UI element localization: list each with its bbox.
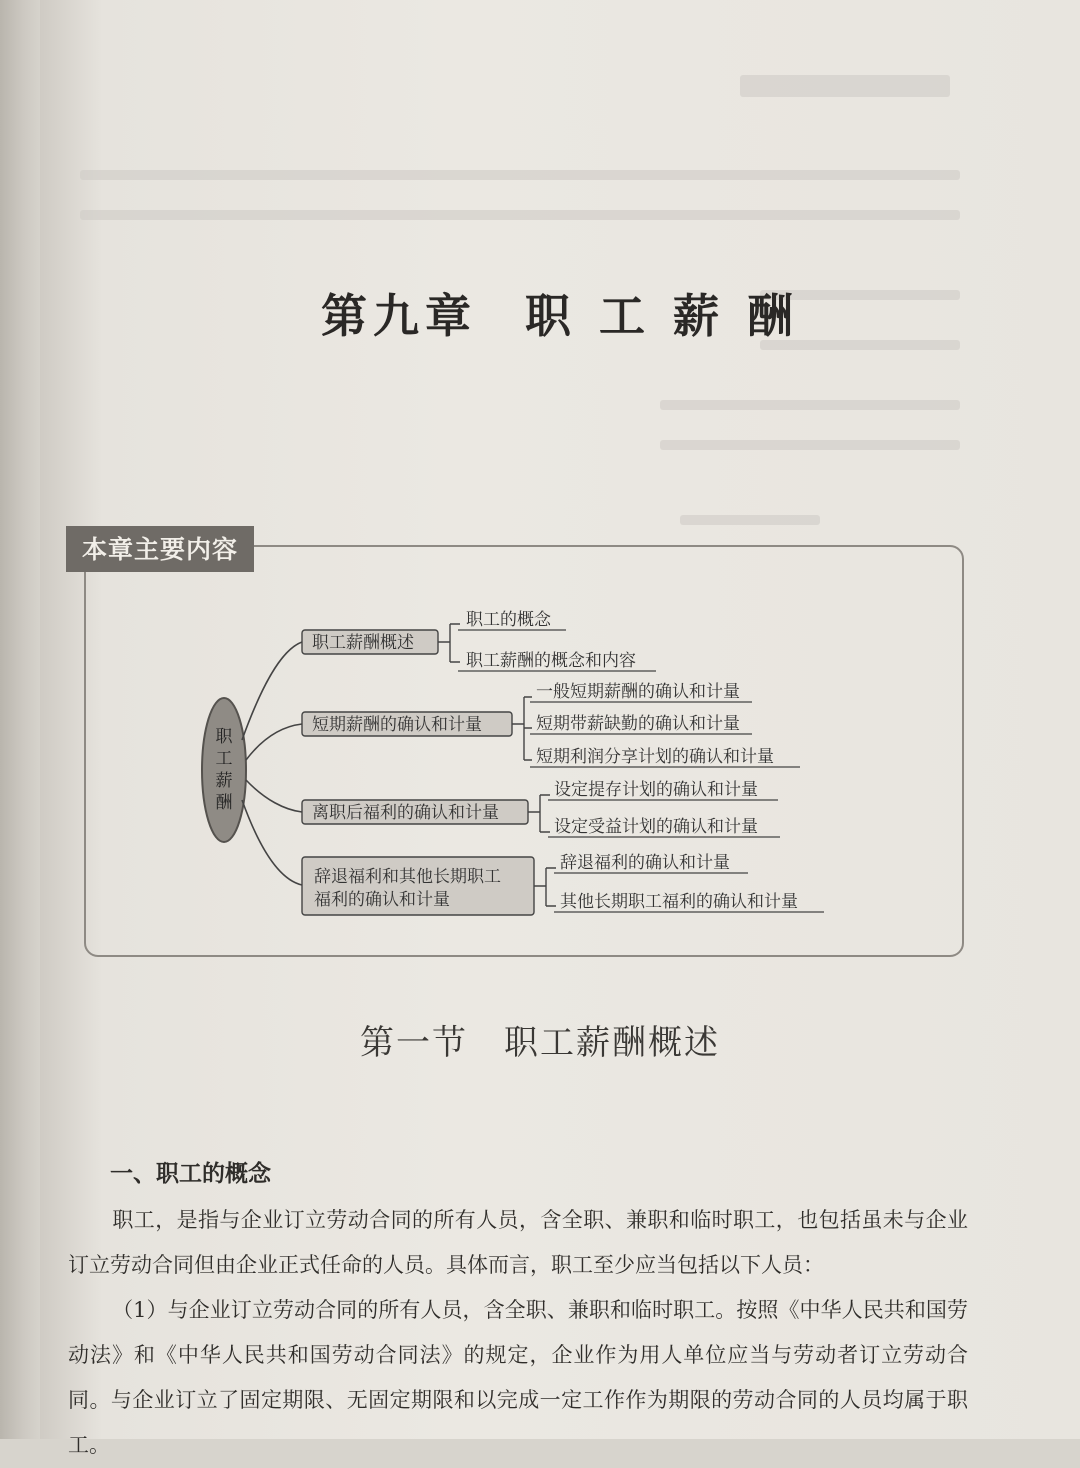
branch-3-item-2: 设定受益计划的确认和计量 bbox=[554, 817, 758, 837]
mindmap-connector bbox=[246, 780, 302, 812]
paragraph-2-text: （1）与企业订立劳动合同的所有人员，含全职、兼职和临时职工。按照《中华人民共和国劳动法》和《中华人民共和国劳动合同法》的规定，企业作为用人单位应当与劳动者订立劳动合同。与企业订立了固定期限、无固定期限和以完成一定工作作为期限的劳动合同的人员均属于职工。 bbox=[68, 1298, 968, 1457]
mindmap-root-char-2: 工 bbox=[215, 749, 233, 769]
branch-4-item-1: 辞退福利的确认和计量 bbox=[560, 853, 730, 873]
mindmap-bracket bbox=[512, 697, 532, 760]
branch-4-title-line2: 福利的确认和计量 bbox=[314, 890, 450, 910]
section-number: 第一节 bbox=[360, 1023, 468, 1063]
branch-2-title: 短期薪酬的确认和计量 bbox=[312, 715, 482, 735]
branch-2-item-1: 一般短期薪酬的确认和计量 bbox=[536, 682, 740, 702]
branch-1-title: 职工薪酬概述 bbox=[312, 633, 414, 653]
sub-heading: 一、职工的概念 bbox=[110, 1161, 271, 1187]
branch-1-item-2: 职工薪酬的概念和内容 bbox=[466, 651, 636, 671]
branch-1-item-1: 职工的概念 bbox=[466, 610, 551, 630]
branch-4-item-2: 其他长期职工福利的确认和计量 bbox=[560, 892, 798, 912]
body-paragraph-1 bbox=[68, 1198, 968, 1288]
mindmap-connector bbox=[242, 800, 302, 885]
branch-3-title: 离职后福利的确认和计量 bbox=[312, 803, 499, 823]
book-spine-shadow bbox=[0, 0, 40, 1439]
paragraph-1-text: 职工，是指与企业订立劳动合同的所有人员，含全职、兼职和临时职工，也包括虽未与企业订立劳动合同但由企业正式任命的人员。具体而言，职工至少应当包括以下人员： bbox=[68, 1208, 968, 1277]
mindmap-bracket bbox=[528, 795, 550, 832]
mindmap-root-char-3: 薪 bbox=[215, 771, 233, 791]
body-paragraph-2 bbox=[68, 1288, 968, 1468]
branch-2-item-2: 短期带薪缺勤的确认和计量 bbox=[536, 714, 740, 734]
mindmap-root-char-4: 酬 bbox=[215, 793, 233, 813]
mindmap-connector bbox=[246, 724, 302, 760]
section-title bbox=[40, 1015, 1040, 1064]
chapter-summary-label: 本章主要内容 bbox=[66, 526, 254, 572]
section-name: 职工薪酬概述 bbox=[504, 1023, 720, 1063]
branch-2-item-3: 短期利润分享计划的确认和计量 bbox=[536, 747, 774, 767]
mindmap-bracket bbox=[534, 868, 556, 906]
mindmap-bracket bbox=[438, 624, 460, 662]
branch-3-item-1: 设定提存计划的确认和计量 bbox=[554, 780, 758, 800]
chapter-name: 职 工 薪 酬 bbox=[524, 289, 800, 343]
book-page bbox=[40, 0, 1080, 1457]
chapter-number: 第九章 bbox=[320, 289, 477, 343]
mindmap-root-node bbox=[202, 698, 246, 842]
branch-4-title-line1: 辞退福利和其他长期职工 bbox=[314, 867, 501, 887]
mindmap-root-char-1: 职 bbox=[215, 727, 233, 747]
